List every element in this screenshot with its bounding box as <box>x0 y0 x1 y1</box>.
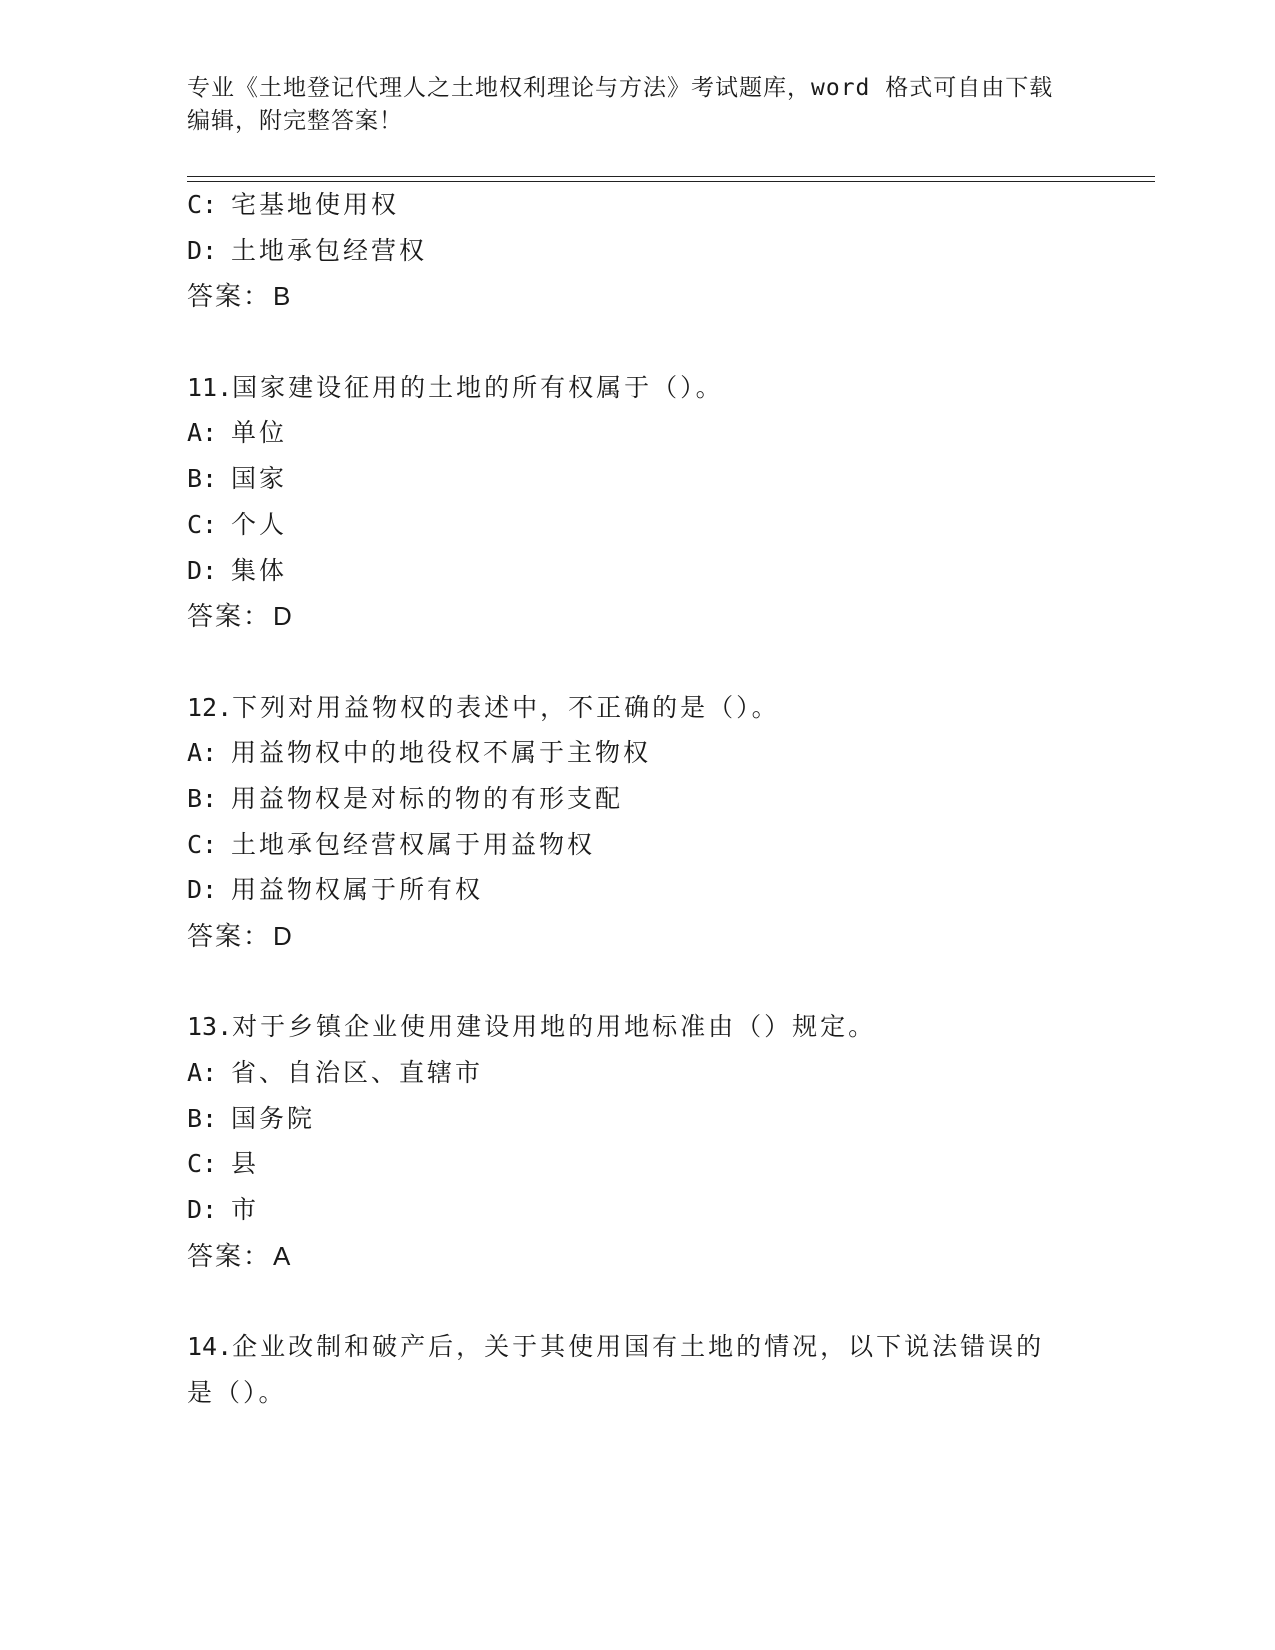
question-14-continued <box>187 1378 1087 1424</box>
question-13 <box>187 1012 1087 1058</box>
option-d <box>187 875 1087 921</box>
option-d <box>187 1195 1087 1241</box>
option-text: 用益物权中的地役权不属于主物权 <box>231 738 652 768</box>
option-label: B: <box>187 783 218 813</box>
header-line-2: 编辑，附完整答案！ <box>187 108 403 134</box>
option-c <box>187 510 1087 556</box>
question-number: 11. <box>187 372 233 402</box>
spacer <box>187 647 1087 693</box>
option-text: 国务院 <box>231 1103 316 1133</box>
header-line-1: 专业《土地登记代理人之土地权利理论与方法》考试题库，word 格式可自由下载 <box>187 75 1054 101</box>
option-text: 省、自治区、直辖市 <box>231 1058 484 1088</box>
option-label: A: <box>187 1058 218 1088</box>
option-text: 用益物权属于所有权 <box>231 875 484 905</box>
question-number: 12. <box>187 692 233 722</box>
spacer <box>187 967 1087 1013</box>
option-label: B: <box>187 464 218 494</box>
header-rule-top <box>187 176 1155 177</box>
question-12 <box>187 693 1087 739</box>
header-rule-bottom <box>187 181 1155 182</box>
option-text: 集体 <box>231 555 288 585</box>
spacer <box>187 327 1087 373</box>
question-text: 对于乡镇企业使用建设用地的用地标准由（）规定。 <box>232 1012 877 1042</box>
option-c <box>187 1149 1087 1195</box>
option-d <box>187 236 1087 282</box>
question-text: 企业改制和破产后，关于其使用国有土地的情况，以下说法错误的 <box>232 1332 1045 1362</box>
option-label: D: <box>187 555 218 585</box>
option-label: D: <box>187 1195 218 1225</box>
option-label: D: <box>187 235 218 265</box>
document-header <box>187 72 1077 138</box>
option-text: 土地承包经营权属于用益物权 <box>231 829 596 859</box>
option-text: 国家 <box>231 464 288 494</box>
option-label: C: <box>187 829 218 859</box>
answer-label: 答案： <box>187 602 272 633</box>
question-number: 14. <box>187 1332 233 1362</box>
question-text: 是（）。 <box>187 1377 287 1407</box>
question-11 <box>187 373 1087 419</box>
answer-line <box>187 1241 1087 1287</box>
option-text: 宅基地使用权 <box>231 190 400 219</box>
option-b <box>187 464 1087 510</box>
option-a <box>187 1058 1087 1104</box>
option-text: 单位 <box>231 418 288 448</box>
answer-value: A <box>273 1240 293 1271</box>
answer-line <box>187 921 1087 967</box>
answer-value: D <box>273 601 294 632</box>
option-a <box>187 418 1087 464</box>
question-14 <box>187 1332 1087 1378</box>
answer-line <box>187 601 1087 647</box>
answer-line <box>187 281 1087 327</box>
option-label: B: <box>187 1103 218 1133</box>
option-text: 县 <box>231 1149 260 1179</box>
option-label: C: <box>187 1149 218 1179</box>
option-c <box>187 830 1087 876</box>
option-label: A: <box>187 418 218 448</box>
option-text: 个人 <box>231 509 288 539</box>
question-list <box>187 190 1087 1424</box>
option-text: 用益物权是对标的物的有形支配 <box>231 783 624 813</box>
answer-label: 答案： <box>187 922 272 952</box>
option-label: A: <box>187 738 218 768</box>
option-b <box>187 784 1087 830</box>
question-number: 13. <box>187 1012 233 1042</box>
answer-value: D <box>273 921 294 951</box>
question-text: 国家建设征用的土地的所有权属于（）。 <box>232 372 724 402</box>
option-label: C: <box>187 509 218 539</box>
option-text: 土地承包经营权 <box>231 235 428 265</box>
answer-label: 答案： <box>187 1241 272 1272</box>
option-text: 市 <box>231 1195 260 1225</box>
option-label: D: <box>187 875 218 905</box>
option-d <box>187 556 1087 602</box>
option-b <box>187 1104 1087 1150</box>
answer-value: B <box>273 281 293 312</box>
spacer <box>187 1287 1087 1333</box>
option-c <box>187 190 1087 236</box>
option-label: C: <box>187 190 218 219</box>
answer-label: 答案： <box>187 282 272 313</box>
option-a <box>187 738 1087 784</box>
question-text: 下列对用益物权的表述中，不正确的是（）。 <box>232 692 780 722</box>
